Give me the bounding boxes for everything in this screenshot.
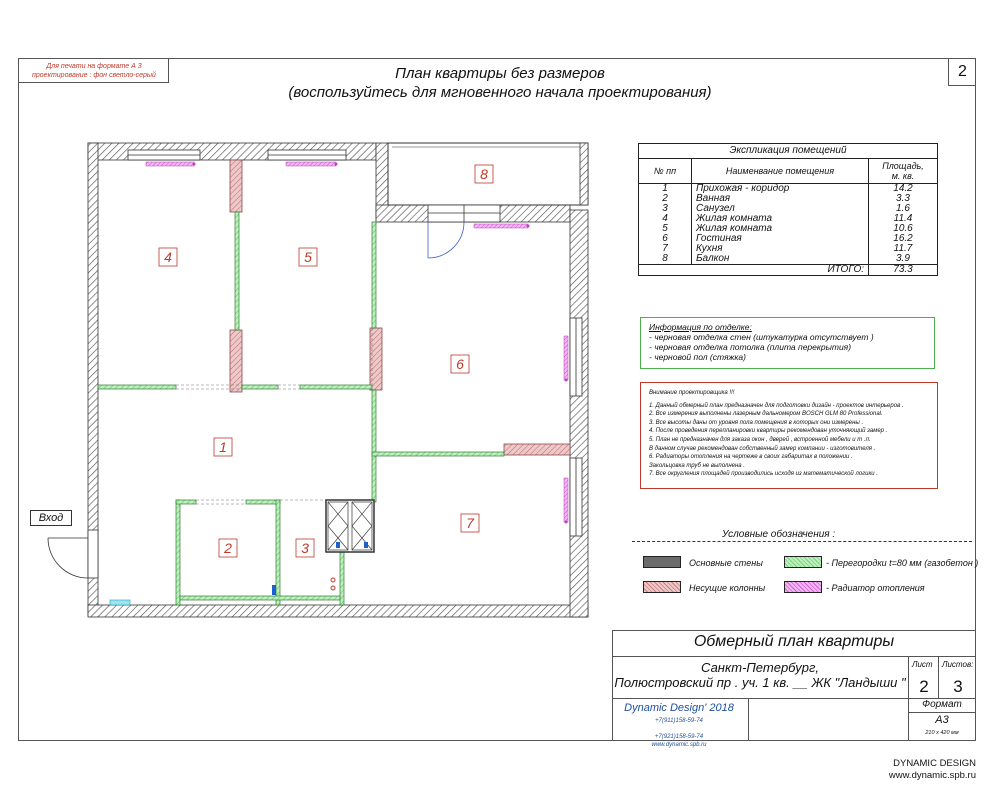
studio-name: Dynamic Design' 2018 [624,702,734,714]
room-label-3 [296,539,314,557]
designer-warning-item: 2. Все измерения выполнены лазерным дальномером BOSCH GLM 80 Professional. [649,411,883,418]
legend-swatch-radiator [784,581,822,593]
format-size: 210 х 420 мм [925,730,959,736]
finishing-info-item: - черновая отделка стен (штукатурка отсутствует ) [649,332,874,342]
footer-url: www.dynamic.spb.ru [888,770,976,781]
footer-company: DYNAMIC DESIGN [893,758,976,769]
row-name: Жилая комната [692,224,869,234]
svg-text:8: 8 [480,166,488,182]
row-area: 11.7 [869,244,938,254]
designer-warning-item: 7. Все округления площадей производились исходя из математической логики . [649,471,878,478]
row-name: Гостиная [692,234,869,244]
sheet-number: 2 [948,58,976,86]
studio-contacts [614,717,744,749]
door-openings [176,328,372,504]
finishing-info-title: Информация по отделке: [649,322,752,332]
sheet-value: 2 [919,677,929,696]
pipe-risers [110,578,335,605]
row-name: Санузел [692,204,869,214]
legend-swatch-main-walls [643,556,681,568]
svg-text:5: 5 [304,249,312,265]
row-number: 6 [639,234,692,244]
room-label-8 [475,165,493,183]
room-label-5 [299,248,317,266]
sheets-value: 3 [953,677,963,696]
entry-label: Вход [30,510,72,526]
title-block-divider [612,656,976,657]
row-number: 3 [639,204,692,214]
designer-warning-item: 6. Радиаторы отопления на чертеже в своих габаритах в положении . [649,454,853,461]
row-area: 16.2 [869,234,938,244]
row-number: 7 [639,244,692,254]
row-area: 1.6 [869,204,938,214]
legend-divider [632,541,972,542]
row-area: 3.3 [869,194,938,204]
table-row [639,234,938,244]
row-number: 2 [639,194,692,204]
row-area: 10.6 [869,224,938,234]
print-note-line: Для печати на формате А 3 [46,63,142,70]
row-name: Ванная [692,194,869,204]
title-block-divider [748,698,749,741]
entrance-door [48,530,98,578]
table-row [639,244,938,254]
title-block-city: Санкт-Петербург, [701,660,819,675]
room-label-6 [451,355,469,373]
designer-warning-item: В данном случае рекомендован собственный замер компании - изготовителя . [649,445,876,452]
title-block-divider [938,656,939,698]
row-area: 14.2 [869,184,938,195]
title-block-street: Полюстровский пр . уч. 1 кв. __ ЖК "Ландыши " [614,675,906,690]
legend-main-walls-label: Основные стены [689,558,763,568]
designer-warning-title: Внимание проектировщика !!! [649,390,735,396]
table-row [639,184,938,195]
legend-partitions-label: - Перегородки t=80 мм (газобетон ) [826,558,979,568]
studio-phone: +7(921)158-59-74 [654,734,704,740]
legend-radiator-label: - Радиатор отопления [826,583,925,593]
svg-text:3: 3 [301,540,309,556]
legend-swatch-columns [643,581,681,593]
finishing-info [640,317,935,369]
row-number: 1 [639,184,692,195]
explication-caption: Экспликация помещений [639,144,938,159]
print-note-line: проектирование : фон светло-серый [32,72,156,79]
legend-title: Условные обозначения : [722,529,836,540]
room-label-4 [159,248,177,266]
room-label-2 [219,539,237,557]
table-row [639,204,938,214]
finishing-info-item: - черновая отделка потолка (плита перекрытия) [649,342,852,352]
designer-warning-item: 3. Все высоты даны от уровня пола помещения в которых они измерены . [649,419,864,426]
col-number-header: № пп [639,159,692,184]
total-spacer [639,265,692,276]
designer-warning-item: 1. Данный обмерный план предназначен для подготовки дизайн - проектов интерьеров . [649,402,904,409]
designer-warning-item: 4. После проведения перепланировки квартиры рекомендован уточняющий замер . [649,428,888,435]
svg-text:7: 7 [466,515,474,531]
total-row [639,265,938,276]
table-row [639,254,938,265]
title-block-address [612,660,908,690]
row-name: Прихожая - коридор [692,184,869,195]
ventilation-shaft [326,500,374,552]
format-value: А3 [935,714,949,726]
row-area: 11.4 [869,214,938,224]
studio-site: www.dynamic.spb.ru [651,742,707,748]
row-name: Кухня [692,244,869,254]
room-label-1 [214,438,232,456]
svg-text:1: 1 [219,439,227,455]
svg-text:2: 2 [224,540,232,556]
total-label: ИТОГО: [692,265,869,276]
total-value: 73.3 [869,265,938,276]
col-name-header: Наименвание помещения [692,159,869,184]
balcony-door [428,222,464,258]
svg-text:6: 6 [456,356,464,372]
studio-phone: +7(911)158-59-74 [655,718,703,724]
col-area-header-line: м. кв. [891,171,915,181]
legend-columns-label: Несущие колонны [689,583,766,593]
sheet-label: Лист [912,660,933,669]
table-row [639,194,938,204]
title-block-title: Обмерный план квартиры [693,633,895,650]
svg-text:4: 4 [164,249,172,265]
explication-table [638,143,938,276]
col-area-header-line: Площадь, [882,161,924,171]
page-title-line: План квартиры без размеров [395,65,605,82]
room-label-7 [461,514,479,532]
footer [889,758,976,782]
row-name: Балкон [692,254,869,265]
row-number: 4 [639,214,692,224]
designer-warning-item: Закольцовка труб не выполнена . [649,462,745,469]
col-area-header [869,159,938,184]
designer-warning-item: 5. План не предназначен для заказа окон , дверей , встроенной мебели и т .п. [649,436,871,443]
legend-swatch-partitions [784,556,822,568]
designer-warning [640,382,938,489]
title-block-divider [908,712,976,713]
row-name: Жилая комната [692,214,869,224]
sheets-label: Листов: [942,660,974,669]
row-number: 8 [639,254,692,265]
finishing-info-item: - черновой пол (стяжка) [649,352,746,362]
page-title-line: (воспользуйтесь для мгновенного начала проектирования) [288,84,712,101]
row-area: 3.9 [869,254,938,265]
format-label: Формат [922,699,962,710]
row-number: 5 [639,224,692,234]
